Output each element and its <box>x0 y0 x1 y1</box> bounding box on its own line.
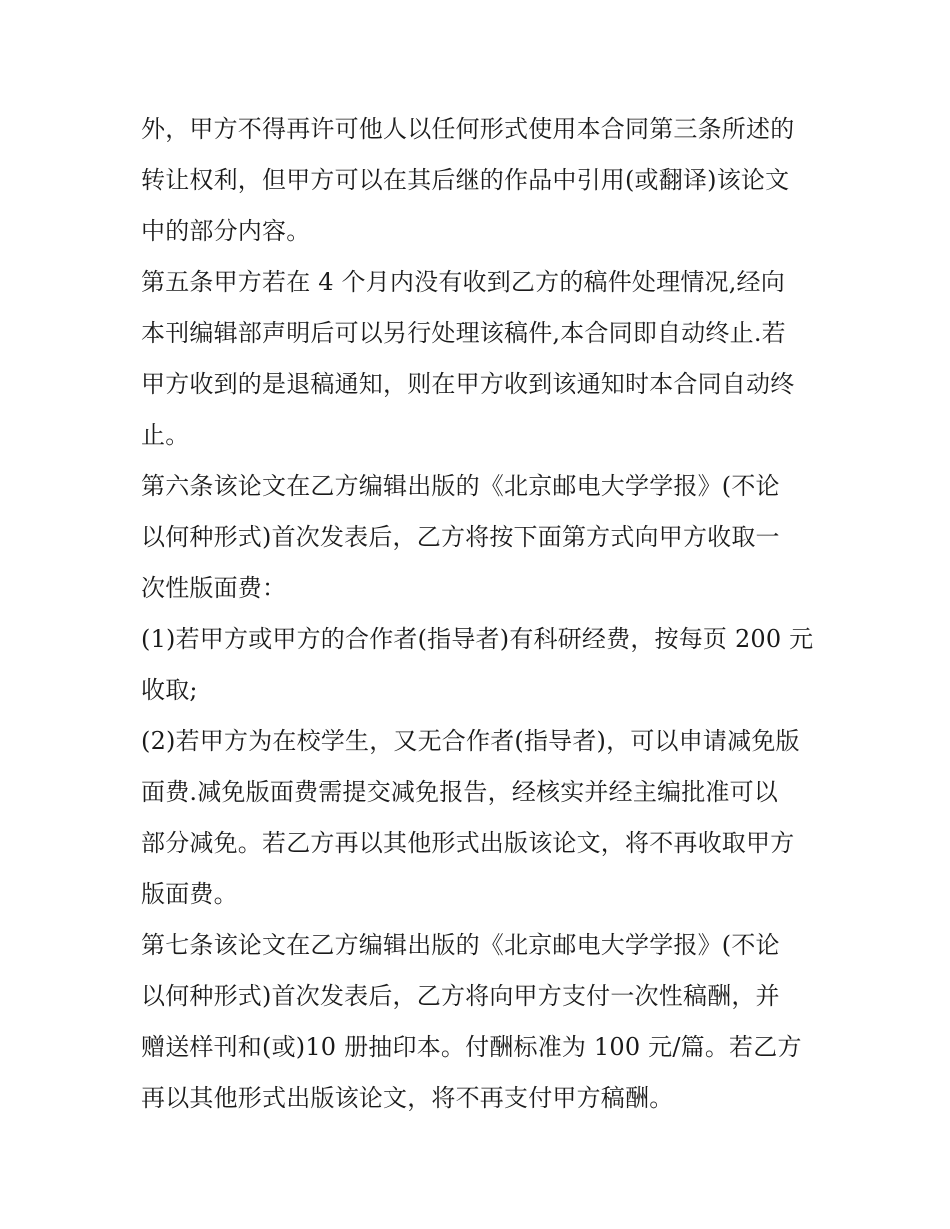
text-line: 第七条该论文在乙方编辑出版的《北京邮电大学学报》(不论 <box>141 931 780 959</box>
text-line: 以何种形式)首次发表后，乙方将向甲方支付一次性稿酬，并 <box>141 982 780 1010</box>
text-line: 外，甲方不得再许可他人以任何形式使用本合同第三条所述的 <box>141 115 795 143</box>
text-line: 次性版面费： <box>141 574 287 602</box>
text-line: 转让权利，但甲方可以在其后继的作品中引用(或翻译)该论文 <box>141 166 790 194</box>
text-line: 第六条该论文在乙方编辑出版的《北京邮电大学学报》(不论 <box>141 472 780 500</box>
document-body <box>141 104 821 1124</box>
text-line: 止。 <box>141 421 190 449</box>
text-line: 赠送样刊和(或)10 册抽印本。付酬标准为 100 元/篇。若乙方 <box>141 1033 802 1061</box>
text-line: 中的部分内容。 <box>141 217 311 245</box>
text-line: 以何种形式)首次发表后，乙方将按下面第方式向甲方收取一 <box>141 523 780 551</box>
text-line: 收取; <box>141 676 198 704</box>
text-line: 再以其他形式出版该论文，将不再支付甲方稿酬。 <box>141 1084 674 1112</box>
text-line: 面费.减免版面费需提交减免报告，经核实并经主编批准可以 <box>141 778 779 806</box>
text-line: 甲方收到的是退稿通知，则在甲方收到该通知时本合同自动终 <box>141 370 795 398</box>
text-line: 版面费。 <box>141 880 238 908</box>
text-line: (2)若甲方为在校学生，又无合作者(指导者)，可以申请减免版 <box>141 727 800 755</box>
text-line: 部分减免。若乙方再以其他形式出版该论文，将不再收取甲方 <box>141 829 795 857</box>
text-line: 第五条甲方若在 4 个月内没有收到乙方的稿件处理情况,经向 <box>141 268 785 296</box>
text-line: (1)若甲方或甲方的合作者(指导者)有科研经费，按每页 200 元 <box>141 625 814 653</box>
text-line: 本刊编辑部声明后可以另行处理该稿件,本合同即自动终止.若 <box>141 319 786 347</box>
